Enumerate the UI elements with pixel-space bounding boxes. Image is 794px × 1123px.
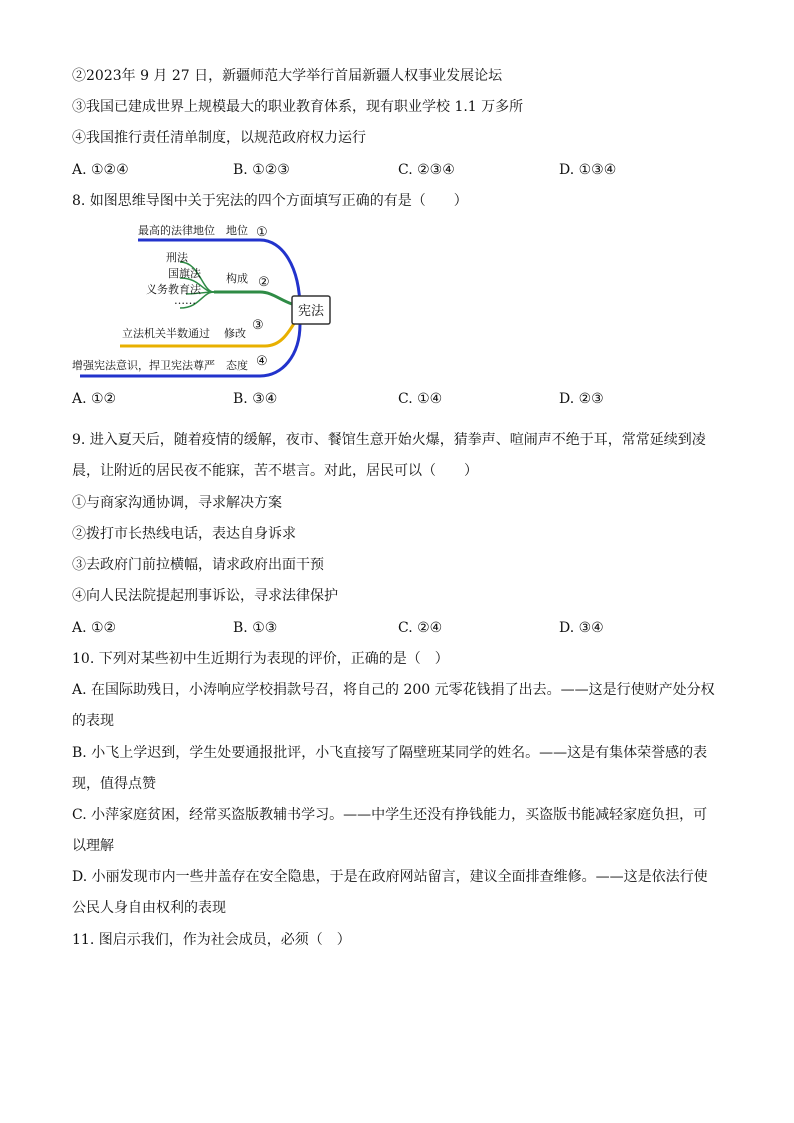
q10-option-a-line2: 的表现 [72,713,114,729]
branch1-name: 地位 [226,224,248,237]
q10-option-d-line1: D. 小丽发现市内一些井盖存在安全隐患，于是在政府网站留言，建议全面排查维修。——这是依法行使 [72,869,708,885]
q9-option-a: A. ①② [72,620,117,636]
q10-stem: 10. 下列对某些初中生近期行为表现的评价，正确的是（ ） [72,651,449,667]
q9-stem-1: 9. 进入夏天后，随着疫情的缓解，夜市、餐馆生意开始火爆，猜拳声、喧闹声不绝于耳，常常延续到凌 [72,432,706,448]
q9-stem-2: 晨，让附近的居民夜不能寐，苦不堪言。对此，居民可以（ ） [72,463,478,479]
branch4-label: 增强宪法意识，捍卫宪法尊严 [72,359,215,372]
item-2: ②2023年 9 月 27 日，新疆师范大学举行首届新疆人权事业发展论坛 [72,68,503,84]
branch4-name: 态度 [226,359,248,372]
branch2-item-2: 国旗法 [168,267,201,280]
q10-option-b-line1: B. 小飞上学迟到，学生处要通报批评，小飞直接写了隔壁班某同学的姓名。——这是有集体荣誉感的表 [72,745,708,761]
q7-option-b: B. ①②③ [233,162,290,178]
q10-option-b-line2: 现，值得点赞 [72,776,156,792]
q8-options [72,389,732,409]
q8-option-d: D. ②③ [559,391,604,407]
q9-statement-3: ③去政府门前拉横幅，请求政府出面干预 [72,557,324,573]
q7-options [72,160,732,180]
branch2-item-3: 义务教育法 [146,283,201,296]
q9-statement-1: ①与商家沟通协调，寻求解决方案 [72,495,282,511]
branch2-item-1: 刑法 [166,251,188,264]
q9-option-c: C. ②④ [398,620,443,636]
item-4: ④我国推行责任清单制度，以规范政府权力运行 [72,130,366,146]
branch3-label: 立法机关半数通过 [122,327,210,340]
mindmap-center-label: 宪法 [297,304,325,319]
q10-option-a-line1: A. 在国际助残日，小涛响应学校捐款号召，将自己的 200 元零花钱捐了出去。——这是行使财产处分权 [72,682,715,698]
q9-option-b: B. ①③ [233,620,278,636]
constitution-mindmap [60,216,350,386]
q9-statement-2: ②拨打市长热线电话，表达自身诉求 [72,526,296,542]
q8-option-a: A. ①② [72,391,117,407]
q8-stem: 8. 如图思维导图中关于宪法的四个方面填写正确的有是（ ） [72,193,468,209]
q9-options [72,618,732,638]
branch4-num: ④ [256,354,268,369]
q9-statement-4: ④向人民法院提起刑事诉讼，寻求法律保护 [72,588,338,604]
q7-option-c: C. ②③④ [398,162,455,178]
q8-option-b: B. ③④ [233,391,278,407]
q8-option-c: C. ①④ [398,391,443,407]
q10-option-c-line1: C. 小萍家庭贫困，经常买盗版教辅书学习。——中学生还没有挣钱能力，买盗版书能减轻家庭负担，可 [72,807,708,823]
q7-option-a: A. ①②④ [72,162,129,178]
branch2-item-4: …… [174,294,196,307]
q9-option-d: D. ③④ [559,620,604,636]
branch-line-2 [214,292,292,304]
q10-option-c-line2: 以理解 [72,838,114,854]
q11-stem: 11. 图启示我们，作为社会成员，必须（ ） [72,932,351,948]
branch3-name: 修改 [224,327,246,340]
branch-line-1 [138,240,300,310]
branch2-name: 构成 [226,272,248,285]
branch2-num: ② [258,275,270,290]
branch1-num: ① [256,225,268,240]
q10-option-d-line2: 公民人身自由权利的表现 [72,900,226,916]
branch1-label: 最高的法律地位 [138,224,215,237]
branch3-num: ③ [252,318,264,333]
item-3: ③我国已建成世界上规模最大的职业教育体系，现有职业学校 1.1 万多所 [72,99,524,115]
q7-option-d: D. ①③④ [559,162,617,178]
